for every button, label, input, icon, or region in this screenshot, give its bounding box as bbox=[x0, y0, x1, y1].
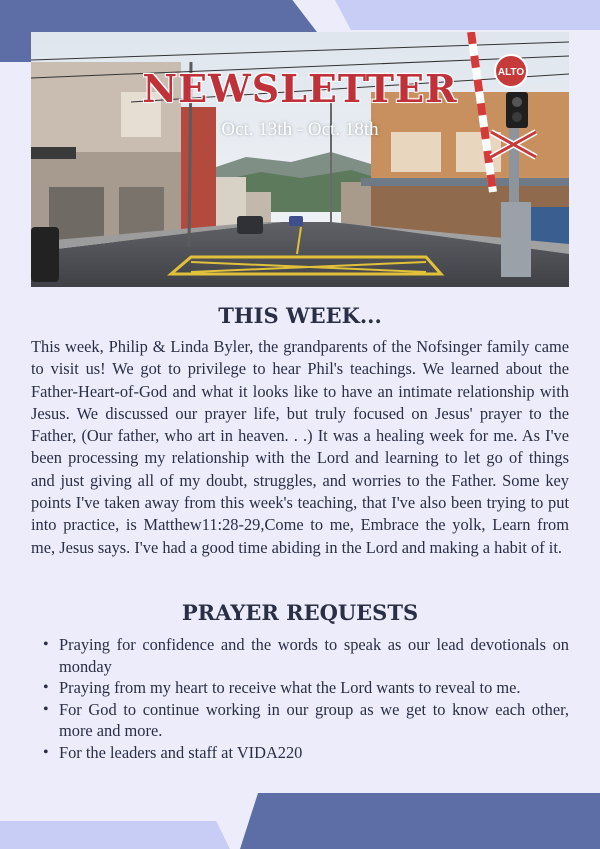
prayer-request-item bbox=[31, 742, 569, 764]
prayer-request-text: Praying for confidence and the words to speak as our lead devotionals on monday bbox=[59, 635, 569, 676]
prayer-request-item bbox=[31, 699, 569, 742]
bullet-icon: • bbox=[43, 679, 49, 696]
prayer-requests-list bbox=[31, 634, 569, 763]
stop-sign-label: ALTO bbox=[497, 67, 525, 78]
bottom-left-decor-shape bbox=[0, 821, 230, 849]
bullet-icon: • bbox=[43, 636, 49, 653]
bullet-icon: • bbox=[43, 743, 49, 761]
prayer-request-item bbox=[31, 634, 569, 677]
this-week-body: This week, Philip & Linda Byler, the grandparents of the Nofsinger family came to visit us! We got to privilege to hear Phil's teachings. We learned about the Father-Heart-of-God and what it looks like to have an intimate relationship with Jesus. We discussed our prayer life, but truly focused on Jesus' prayer to the Father, (Our father, who art in heaven. . .) It was a healing week for me. As I've been processing my relationship with the Lord and learning to let go of things and just giving all of my doubt, struggles, and worries to the Father. Some key points I've taken away from this week's teaching, that I've also been trying to put into practice, is Matthew11:28-29,Come to me, Embrace the yolk, Learn from me, Jesus says. I've had a good time abiding in the Lord and making a habit of it. bbox=[31, 337, 569, 557]
prayer-requests-heading: PRAYER REQUESTS bbox=[181, 600, 419, 625]
bullet-icon: • bbox=[43, 700, 49, 718]
top-right-decor-shape bbox=[335, 0, 600, 30]
bottom-right-decor-shape bbox=[240, 793, 600, 849]
prayer-request-text: Praying from my heart to receive what the Lord wants to reveal to me. bbox=[59, 678, 521, 697]
newsletter-title: NEWSLETTER bbox=[142, 66, 458, 111]
prayer-request-text: For the leaders and staff at VIDA220 bbox=[59, 742, 303, 762]
newsletter-date-range: Oct. 13th - Oct. 18th bbox=[221, 119, 379, 140]
this-week-heading: THIS WEEK... bbox=[218, 303, 382, 328]
prayer-request-item bbox=[31, 677, 569, 699]
hero-street-photo bbox=[31, 32, 569, 287]
prayer-request-text: For God to continue working in our group as we get to know each other, more and more. bbox=[59, 699, 569, 740]
